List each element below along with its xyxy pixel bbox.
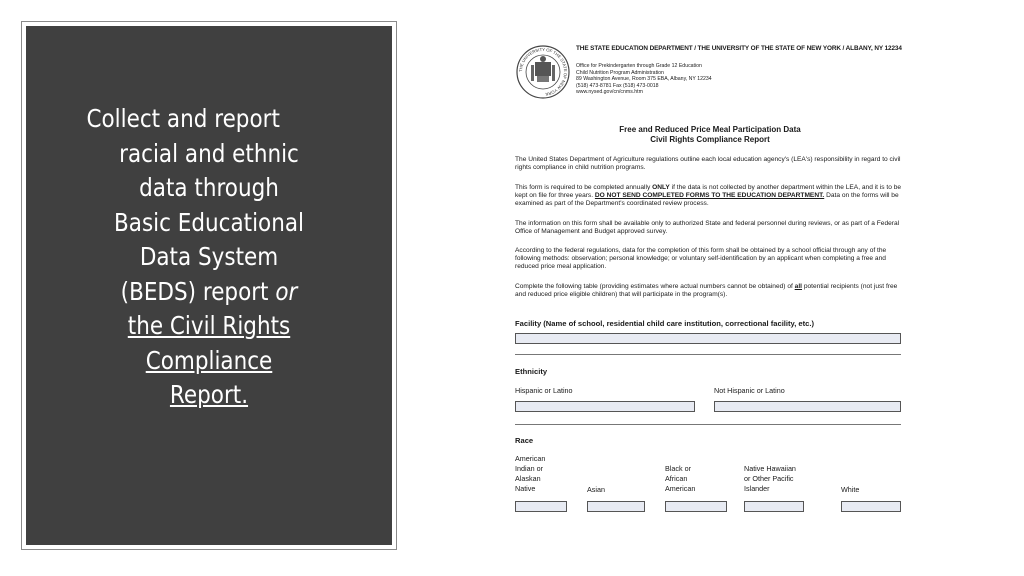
divider	[515, 424, 901, 425]
american-indian-label-line: American	[515, 454, 546, 463]
para2-text-b: if the data is not collected by another department within the LEA, and it is to be kept on file for three years.	[515, 184, 902, 200]
facility-field[interactable]	[515, 333, 901, 344]
para5-text-b: potential recipients (not just free and reduced price eligible children) that will participate in the program(s).	[515, 283, 898, 299]
slide-line-3: data through	[139, 173, 279, 202]
slide-text-panel	[26, 26, 392, 545]
office-line: Child Nutrition Program Administration	[576, 69, 664, 76]
hispanic-field[interactable]	[515, 401, 695, 412]
asian-label: Asian	[587, 485, 605, 494]
hawaiian-label	[744, 464, 796, 494]
slide-line-1: Collect and report	[86, 104, 280, 133]
slide-line-6-italic: or	[275, 276, 298, 306]
black-label	[665, 464, 695, 494]
american-indian-label-line: Indian or	[515, 464, 543, 473]
facility-label: Facility (Name of school, residential child care institution, correctional facility, etc.)	[515, 319, 815, 328]
para5-all: all	[794, 283, 803, 290]
black-field[interactable]	[665, 501, 727, 512]
hawaiian-field[interactable]	[744, 501, 804, 512]
para5-text-a: Complete the following table (providing estimates where actual numbers cannot be obtained) of	[515, 283, 795, 290]
ethnicity-label: Ethnicity	[515, 367, 548, 376]
american-indian-label-line: Alaskan	[515, 474, 541, 483]
form-title-line-1: Free and Reduced Price Meal Participation Data	[619, 125, 801, 134]
hawaiian-label-line: Native Hawaiian	[744, 464, 796, 473]
civil-rights-link-line-1[interactable]: the Civil Rights	[127, 311, 291, 340]
not-hispanic-label: Not Hispanic or Latino	[714, 386, 785, 395]
slide-line-6	[52, 275, 367, 310]
race-label: Race	[515, 436, 534, 445]
black-label-line: American	[665, 484, 696, 493]
american-indian-field[interactable]	[515, 501, 567, 512]
office-line: Office for Prekindergarten through Grade 12 Education	[576, 63, 702, 69]
hawaiian-label-line: Islander	[744, 484, 770, 493]
slide-text	[52, 102, 367, 413]
office-line: www.nysed.gov/cn/cnms.htm	[576, 89, 643, 96]
form-title-line-2: Civil Rights Compliance Report	[650, 135, 770, 144]
form-document-image	[505, 40, 915, 520]
civil-rights-link-line-2[interactable]: Compliance	[145, 345, 273, 375]
office-address	[576, 63, 712, 96]
hawaiian-label-line: or Other Pacific	[744, 474, 794, 483]
white-label: White	[841, 485, 860, 494]
state-seal-icon	[516, 45, 570, 99]
slide-line-2: racial and ethnic	[119, 138, 299, 168]
hispanic-label: Hispanic or Latino	[515, 386, 573, 395]
black-label-line: African	[665, 474, 688, 483]
form-title	[505, 125, 915, 145]
seal-text: THE UNIVERSITY OF THE STATE OF NEW YORK	[517, 46, 569, 97]
office-line: (518) 473-8781 Fax (518) 473-0018	[576, 82, 659, 89]
department-header: THE STATE EDUCATION DEPARTMENT / THE UNIVERSITY OF THE STATE OF NEW YORK / ALBANY, NY 12234	[576, 45, 902, 52]
para2-do-not-send: DO NOT SEND COMPLETED FORMS TO THE EDUCATION DEPARTMENT.	[594, 192, 825, 200]
slide-line-4: Basic Educational	[114, 207, 304, 237]
paragraph-instructions	[515, 283, 907, 299]
para2-text-a: This form is required to be completed annually	[515, 184, 653, 191]
paragraph-requirement	[515, 184, 907, 209]
american-indian-label	[515, 454, 545, 494]
not-hispanic-field[interactable]	[714, 401, 901, 412]
office-line: 89 Washington Avenue, Room 375 EBA, Albany, NY 12234	[576, 76, 712, 83]
paragraph-regulations: According to the federal regulations, data for the completion of this form shall be obtained by a school official through any of the following methods: observation; personal knowledge; or voluntary self-identification by an applicant when completing a free and reduced price meal application.	[515, 247, 887, 271]
asian-field[interactable]	[587, 501, 645, 512]
american-indian-label-line: Native	[515, 484, 536, 493]
civil-rights-link-line-3[interactable]: Report.	[169, 380, 249, 409]
para2-only: ONLY	[652, 184, 670, 191]
slide-line-5: Data System	[139, 242, 279, 271]
para2-text-c: Data on the forms will be examined as part of the Department's coordinated review process.	[515, 192, 899, 208]
slide-panel-frame	[21, 21, 397, 550]
white-field[interactable]	[841, 501, 901, 512]
paragraph-usda: The United States Department of Agriculture regulations outline each local education agency's (LEA's) responsibility in regard to civil rights compliance in child nutrition programs.	[515, 156, 901, 172]
slide-line-6-main: (BEDS) report	[120, 276, 276, 306]
divider	[515, 354, 901, 355]
paragraph-availability: The information on this form shall be available only to authorized State and federal personnel during reviews, or as part of a Federal Office of Management and Budget approved survey.	[515, 220, 900, 236]
black-label-line: Black or	[665, 464, 691, 473]
